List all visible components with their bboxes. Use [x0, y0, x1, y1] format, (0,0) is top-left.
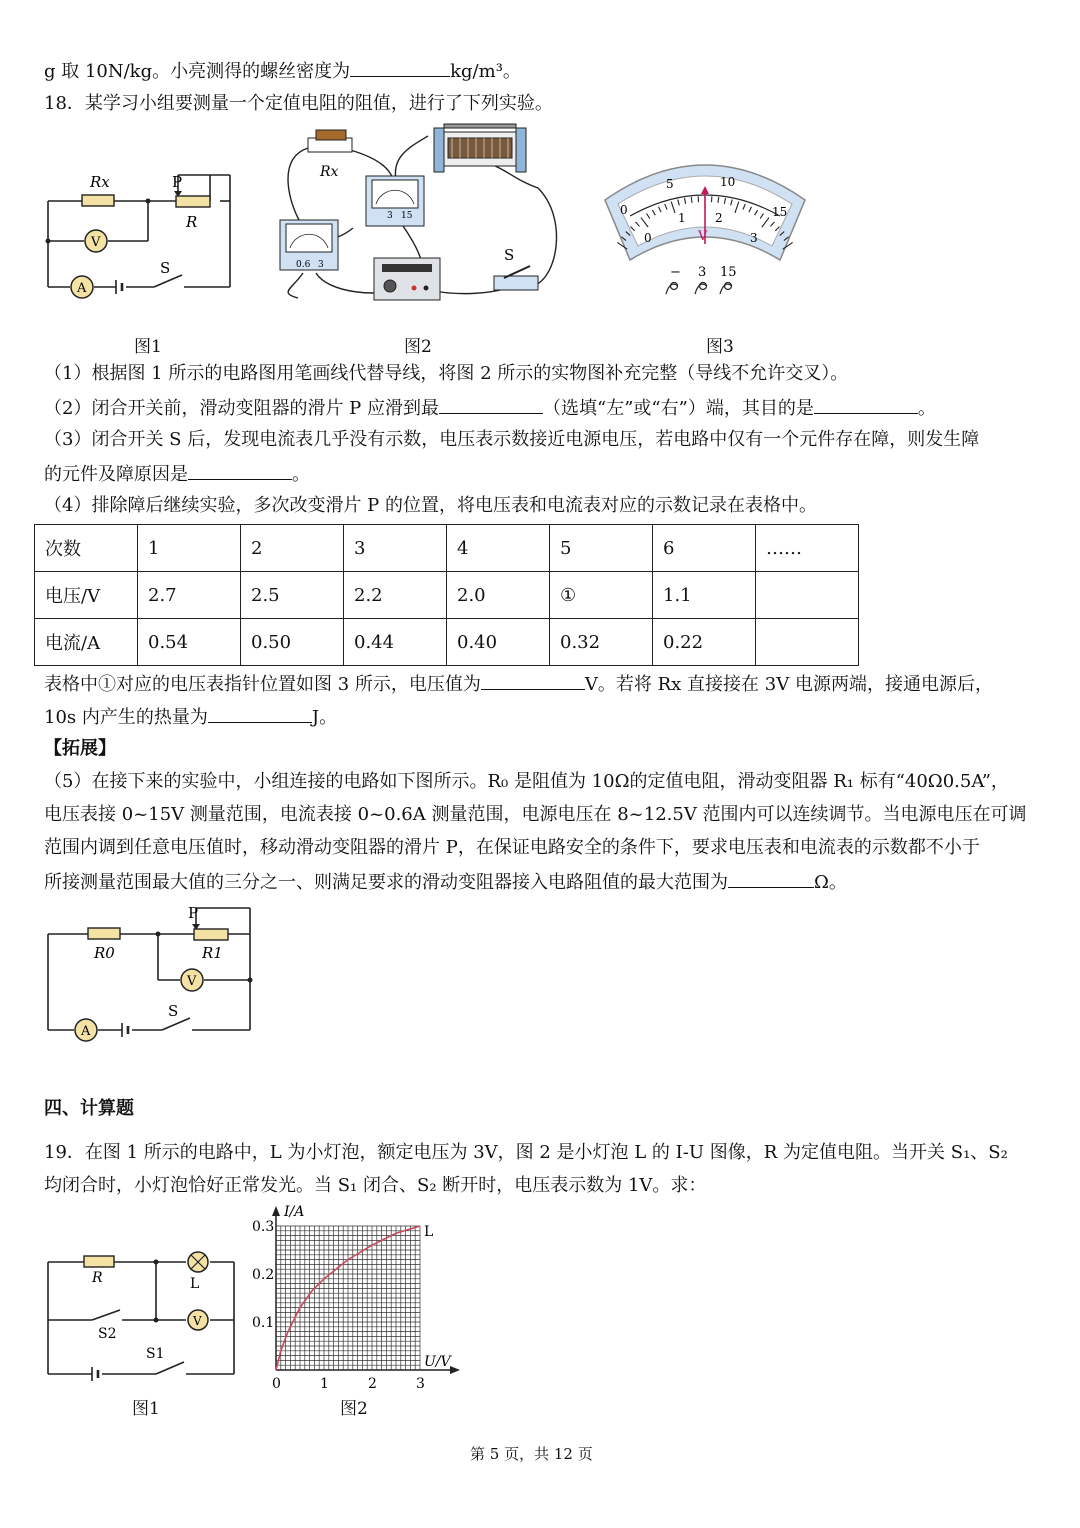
table-cell: 0.40 — [447, 619, 550, 666]
text-segment: 。 — [292, 464, 310, 485]
figure3-meter — [600, 152, 810, 302]
answer-blank[interactable] — [188, 461, 292, 480]
terminal-minus: − — [670, 265, 681, 280]
text-segment: 的元件及障原因是 — [44, 464, 188, 485]
y-tick-label: 0.2 — [252, 1267, 275, 1283]
q19-figure1-circuit — [36, 1240, 246, 1390]
label-r1: R1 — [202, 944, 223, 962]
label-v: V — [187, 974, 197, 989]
label-a: A — [77, 281, 87, 296]
answer-blank[interactable] — [814, 395, 918, 414]
table-cell: 2 — [241, 525, 344, 572]
table-cell: 2.7 — [138, 572, 241, 619]
table-cell: 3 — [344, 525, 447, 572]
text-segment: J。 — [311, 707, 338, 728]
terminal-3-a: 3 — [318, 260, 324, 270]
x-tick-label: 1 — [320, 1376, 329, 1390]
extension-heading: 【拓展】 — [44, 738, 116, 759]
data-table — [34, 524, 859, 666]
iu-graph — [248, 1200, 468, 1390]
table-cell: 2.5 — [241, 572, 344, 619]
text-segment: V。若将 Rx 直接接在 3V 电源两端，接通电源后， — [584, 674, 993, 695]
x-axis-label: U/V — [424, 1354, 451, 1370]
label-v: V — [91, 235, 101, 250]
q19-caption-fig2: 图2 — [340, 1399, 368, 1419]
text-segment: 表格中①对应的电压表指针位置如图 3 所示，电压值为 — [44, 674, 481, 695]
table-cell: 0.32 — [550, 619, 653, 666]
table-cell: 1.1 — [653, 572, 756, 619]
table-row — [35, 619, 859, 666]
table-cell: 6 — [653, 525, 756, 572]
label-s2: S2 — [98, 1326, 117, 1342]
meter-unit: V — [698, 229, 708, 244]
text-segment: （2）闭合开关前，滑动变阻器的滑片 P 应滑到最 — [44, 398, 440, 419]
section-heading: 四、计算题 — [44, 1098, 134, 1119]
scale-top-5: 5 — [666, 177, 674, 191]
terminal-3-v: 3 — [387, 211, 393, 221]
table-cell: 4 — [447, 525, 550, 572]
text-segment: g 取 10N/kg。小亮测得的螺丝密度为 — [44, 61, 351, 82]
caption-fig1: 图1 — [134, 337, 162, 357]
table-cell: 0.50 — [241, 619, 344, 666]
caption-fig3: 图3 — [706, 337, 734, 357]
table-cell: 次数 — [35, 525, 138, 572]
label-a: A — [81, 1024, 91, 1039]
label-s1: S1 — [146, 1346, 165, 1362]
text-segment: kg/m³。 — [450, 61, 521, 82]
x-tick-label: 3 — [416, 1376, 425, 1390]
table-cell: 2.2 — [344, 572, 447, 619]
text-segment: 。 — [917, 398, 936, 419]
answer-blank[interactable] — [208, 704, 312, 723]
q19-caption-fig1: 图1 — [132, 1399, 160, 1419]
label-s: S — [504, 246, 515, 264]
table-followup — [44, 671, 993, 697]
figure2-apparatus — [268, 118, 568, 308]
scale-bottom-0: 0 — [644, 231, 652, 245]
terminal-15-v: 15 — [401, 211, 413, 221]
answer-blank[interactable] — [350, 58, 450, 77]
table-cell — [756, 572, 859, 619]
switch-device — [494, 276, 538, 290]
question-18-5-line2: 电压表接 0~15V 测量范围，电流表接 0~0.6A 测量范围，电源电压在 8~12.5V 范围内可以连续调节。当电源电压在可调 — [44, 804, 1027, 825]
label-l: L — [190, 1276, 200, 1292]
table-cell: 5 — [550, 525, 653, 572]
label-s: S — [168, 1002, 179, 1020]
table-cell: 1 — [138, 525, 241, 572]
scale-top-0: 0 — [620, 203, 628, 217]
table-cell: 0.54 — [138, 619, 241, 666]
text-segment: 10s 内产生的热量为 — [44, 707, 208, 728]
label-r: R — [92, 1270, 103, 1286]
terminal-15: 15 — [720, 265, 737, 280]
scale-bottom-3: 3 — [750, 231, 758, 245]
table-cell: …… — [756, 525, 859, 572]
extension-circuit — [36, 898, 266, 1058]
y-tick-label: 0.3 — [252, 1219, 275, 1235]
label-r0: R0 — [94, 944, 115, 962]
resistor-rx — [82, 195, 114, 206]
label-r: R — [186, 213, 198, 231]
answer-blank[interactable] — [728, 869, 814, 888]
x-tick-label: 0 — [272, 1376, 281, 1390]
scale-bottom-1: 1 — [678, 211, 686, 225]
resistor-r — [84, 1256, 114, 1267]
dial-tick — [691, 197, 692, 203]
y-tick-label: 0.1 — [252, 1315, 275, 1331]
table-cell: 电流/A — [35, 619, 138, 666]
y-axis-label: I/A — [284, 1204, 305, 1220]
label-rx: Rx — [320, 164, 339, 180]
question-18-3-cont — [44, 461, 310, 487]
label-p: P — [172, 173, 183, 191]
question-18-4: （4）排除障后继续实验，多次改变滑片 P 的位置，将电压表和电流表对应的示数记录在表格中。 — [44, 495, 818, 516]
answer-blank[interactable] — [481, 671, 585, 690]
text-segment: 所接测量范围最大值的三分之一、则满足要求的滑动变阻器接入电路阻值的最大范围为 — [44, 872, 728, 893]
table-row — [35, 572, 859, 619]
table-row — [35, 525, 859, 572]
series-label-l: L — [424, 1224, 434, 1240]
question-18-1: （1）根据图 1 所示的电路图用笔画线代替导线，将图 2 所示的实物图补充完整（导线不允许交叉）。 — [44, 363, 849, 384]
page-footer: 第 5 页，共 12 页 — [470, 1445, 593, 1463]
figure1-circuit — [36, 165, 246, 305]
label-s: S — [160, 259, 171, 277]
answer-blank[interactable] — [439, 395, 543, 414]
question-18-5-line4 — [44, 869, 847, 895]
scale-bottom-2: 2 — [715, 211, 723, 225]
table-cell: 0.44 — [344, 619, 447, 666]
table-cell: ① — [550, 572, 653, 619]
terminal-3: 3 — [698, 265, 707, 280]
text-segment: Ω。 — [814, 872, 847, 893]
dial-tick — [718, 197, 719, 203]
table-cell: 0.22 — [653, 619, 756, 666]
scale-top-15: 15 — [772, 205, 788, 219]
question-19-line1: 19．在图 1 所示的电路中，L 为小灯泡，额定电压为 3V，图 2 是小灯泡 L 的 I-U 图像，R 为定值电阻。当开关 S₁、S₂ — [44, 1142, 1008, 1163]
table-followup-2 — [44, 704, 337, 730]
x-tick-label: 2 — [368, 1376, 377, 1390]
question-18-5-line1: （5）在接下来的实验中，小组连接的电路如下图所示。R₀ 是阻值为 10Ω的定值电阻，滑动变阻器 R₁ 标有“40Ω0.5A”， — [44, 771, 1009, 792]
text-line-1 — [44, 58, 521, 84]
label-rx: Rx — [90, 173, 110, 191]
scale-top-10: 10 — [720, 175, 736, 189]
caption-fig2: 图2 — [404, 337, 432, 357]
question-18-2 — [44, 395, 936, 421]
resistor-r0 — [88, 928, 120, 939]
rheostat-r — [176, 196, 210, 207]
rheostat-r1 — [194, 929, 228, 940]
question-18-5-line3: 范围内调到任意电压值时，移动滑动变阻器的滑片 P，在保证电路安全的条件下，要求电压表和电流表的示数都不小于 — [44, 837, 980, 858]
label-v: V — [193, 1314, 202, 1328]
question-18-title: 18．某学习小组要测量一个定值电阻的阻值，进行了下列实验。 — [44, 93, 553, 114]
text-segment: （选填“左”或“右”）端，其目的是 — [543, 398, 814, 419]
terminal-06-a: 0.6 — [296, 260, 311, 270]
table-cell — [756, 619, 859, 666]
label-p: P — [188, 904, 199, 922]
table-cell: 电压/V — [35, 572, 138, 619]
question-18-3: （3）闭合开关 S 后，发现电流表几乎没有示数，电压表示数接近电源电压，若电路中仅有一个元件存在障，则发生障 — [44, 429, 980, 450]
lamp-symbol — [188, 1252, 208, 1272]
table-cell: 2.0 — [447, 572, 550, 619]
question-19-line2: 均闭合时，小灯泡恰好正常发光。当 S₁ 闭合、S₂ 断开时，电压表示数为 1V。求： — [44, 1175, 707, 1196]
